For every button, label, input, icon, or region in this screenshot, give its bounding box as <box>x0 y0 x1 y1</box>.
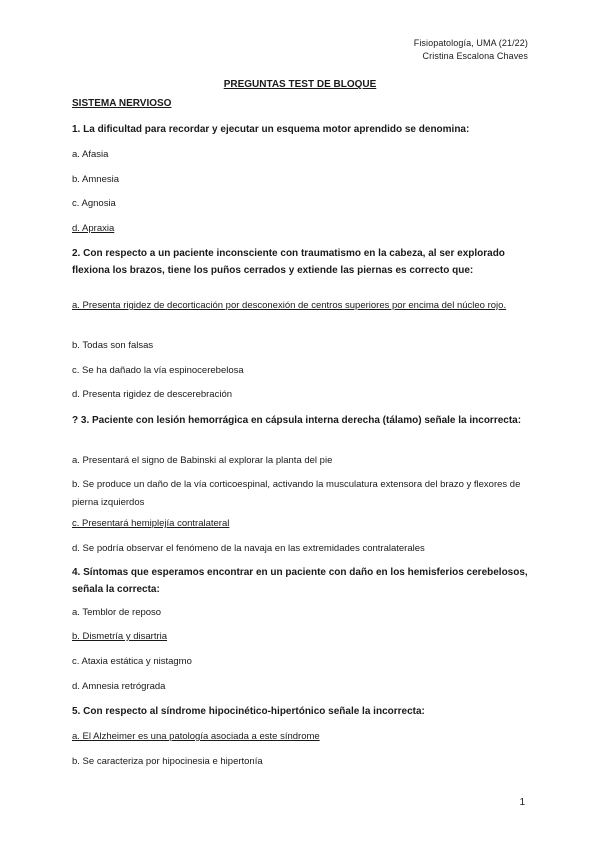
question-5-option-a: a. El Alzheimer es una patología asociada a este síndrome <box>72 731 320 742</box>
question-2: 2. Con respecto a un paciente inconsciente con traumatismo en la cabeza, al ser explorado flexiona los brazos, tiene los puños cerrados y extiende las piernas es correcto que: <box>72 248 505 276</box>
question-1: 1. La dificultad para recordar y ejecutar un esquema motor aprendido se denomina: <box>72 124 470 135</box>
question-4-option-d: d. Amnesia retrógrada <box>72 681 166 692</box>
question-1-option-c: c. Agnosia <box>72 198 116 209</box>
question-2-option-c: c. Se ha dañado la vía espinocerebelosa <box>72 365 244 376</box>
section-heading: SISTEMA NERVIOSO <box>72 98 172 109</box>
question-3-option-c: c. Presentará hemiplejía contralateral <box>72 518 230 529</box>
question-4-option-b: b. Dismetría y disartria <box>72 631 168 642</box>
question-3-option-b: b. Se produce un daño de la vía corticoespinal, activando la musculatura extensora del brazo y flexores de pierna izquierdos <box>72 479 521 508</box>
question-1-option-b: b. Amnesia <box>72 174 119 185</box>
question-4: 4. Síntomas que esperamos encontrar en un paciente con daño en los hemisferios cerebelosos, señala la correcta: <box>72 567 528 595</box>
page-number: 1 <box>519 797 525 808</box>
question-3-option-d: d. Se podría observar el fenómeno de la navaja en las extremidades contralaterales <box>72 543 425 554</box>
question-2-option-b: b. Todas son falsas <box>72 340 154 351</box>
question-4-option-a: a. Temblor de reposo <box>72 607 162 618</box>
header-author: Cristina Escalona Chaves <box>422 51 528 61</box>
question-1-option-a: a. Afasia <box>72 149 109 160</box>
question-2-option-d: d. Presenta rigidez de descerebración <box>72 389 233 400</box>
page-title: PREGUNTAS TEST DE BLOQUE <box>223 79 377 90</box>
question-5: 5. Con respecto al síndrome hipocinético-hipertónico señale la incorrecta: <box>72 706 425 717</box>
question-4-option-c: c. Ataxia estática y nistagmo <box>72 656 192 667</box>
question-2-option-a: a. Presenta rigidez de decorticación por desconexión de centros superiores por encima del núcleo rojo. <box>72 300 507 311</box>
question-3-option-a: a. Presentará el signo de Babinski al explorar la planta del pie <box>72 455 333 466</box>
question-1-option-d: d. Apraxia <box>72 223 115 234</box>
question-5-option-b: b. Se caracteriza por hipocinesia e hipertonía <box>72 756 263 767</box>
header-course: Fisiopatología, UMA (21/22) <box>413 38 528 48</box>
question-3: ? 3. Paciente con lesión hemorrágica en cápsula interna derecha (tálamo) señale la incorrecta: <box>72 415 522 426</box>
